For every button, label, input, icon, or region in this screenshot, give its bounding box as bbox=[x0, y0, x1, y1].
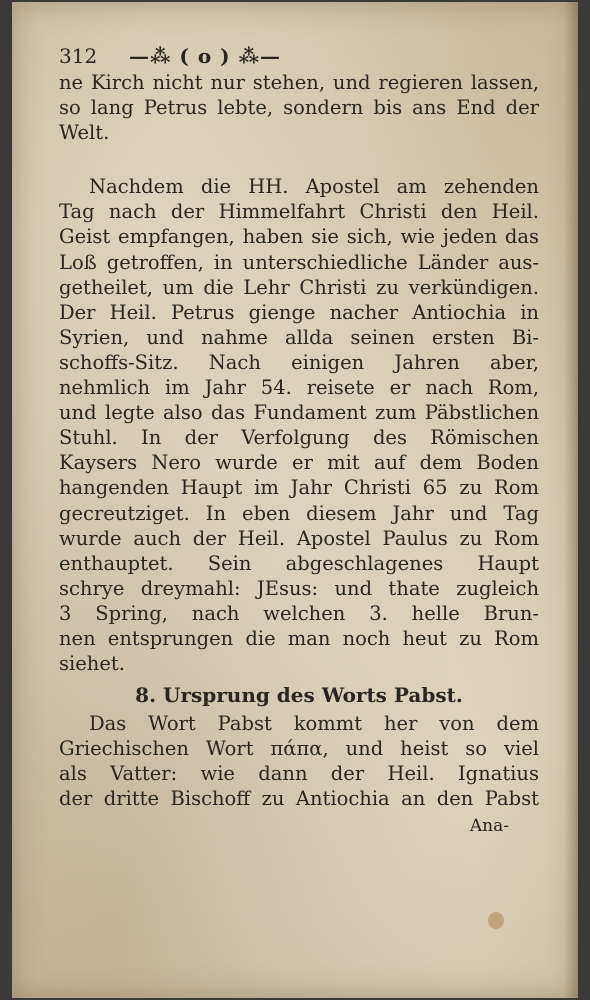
text-line: 3 Spring, nach welchen 3. helle Brun- bbox=[59, 601, 539, 625]
text-line: der dritte Bischoff zu Antiochia an den Pabst bbox=[59, 787, 539, 811]
catchword: Ana- bbox=[469, 815, 509, 836]
paragraph-2 bbox=[59, 174, 539, 676]
page-text bbox=[59, 42, 539, 838]
page-header bbox=[59, 42, 539, 70]
text-line: Geist empfangen, haben sie sich, wie jeden das bbox=[59, 225, 539, 249]
text-line: Der Heil. Petrus gienge nacher Antiochia in bbox=[59, 300, 539, 324]
text-line: gecreutziget. In eben diesem Jahr und Tag bbox=[59, 501, 539, 525]
text-line: wurde auch der Heil. Apostel Paulus zu Rom bbox=[59, 526, 539, 550]
text-line: Syrien, und nahme allda seinen ersten Bi- bbox=[59, 325, 539, 349]
text-line: Griechischen Wort πάπα, und heist so viel bbox=[59, 737, 539, 761]
text-line: siehet. bbox=[59, 652, 125, 676]
text-line: Das Wort Pabst kommt her von dem bbox=[89, 712, 539, 736]
text-line: ne Kirch nicht nur stehen, und regieren lassen, bbox=[59, 71, 539, 94]
text-line: Tag nach der Himmelfahrt Christi den Heil. bbox=[59, 200, 539, 224]
paper-stain bbox=[488, 912, 504, 929]
text-line: schrye dreymahl: JEsus: und thate zugleich bbox=[59, 576, 539, 600]
book-page bbox=[12, 2, 578, 998]
text-line: Nachdem die HH. Apostel am zehenden bbox=[89, 175, 539, 199]
text-line: als Vatter: wie dann der Heil. Ignatius bbox=[59, 762, 539, 786]
paragraph-1 bbox=[59, 70, 539, 145]
text-line: Stuhl. In der Verfolgung des Römischen bbox=[59, 426, 539, 450]
text-line: getheilet, um die Lehr Christi zu verkündigen. bbox=[59, 275, 539, 299]
text-line: nen entsprungen die man noch heut zu Rom bbox=[59, 626, 539, 650]
text-line: so lang Petrus lebte, sondern bis ans End der bbox=[59, 96, 539, 120]
text-line: Loß getroffen, in unterschiedliche Länder aus- bbox=[59, 250, 539, 274]
text-line: schoffs-Sitz. Nach einigen Jahren aber, bbox=[59, 350, 539, 374]
page-number: 312 bbox=[59, 44, 98, 68]
text-line: enthauptet. Sein abgeschlagenes Haupt bbox=[59, 551, 539, 575]
text-line: nehmlich im Jahr 54. reisete er nach Rom, bbox=[59, 376, 539, 400]
text-line: und legte also das Fundament zum Päbstlichen bbox=[59, 401, 539, 425]
text-line: Welt. bbox=[59, 121, 110, 145]
running-head-ornament: —⁂ ( o ) ⁂— bbox=[129, 44, 282, 68]
text-line: hangenden Haupt im Jahr Christi 65 zu Rom bbox=[59, 476, 539, 500]
text-line: Kaysers Nero wurde er mit auf dem Boden bbox=[59, 451, 539, 475]
section-paragraph bbox=[59, 711, 539, 811]
section-heading: 8. Ursprung des Worts Pabst. bbox=[135, 683, 463, 708]
